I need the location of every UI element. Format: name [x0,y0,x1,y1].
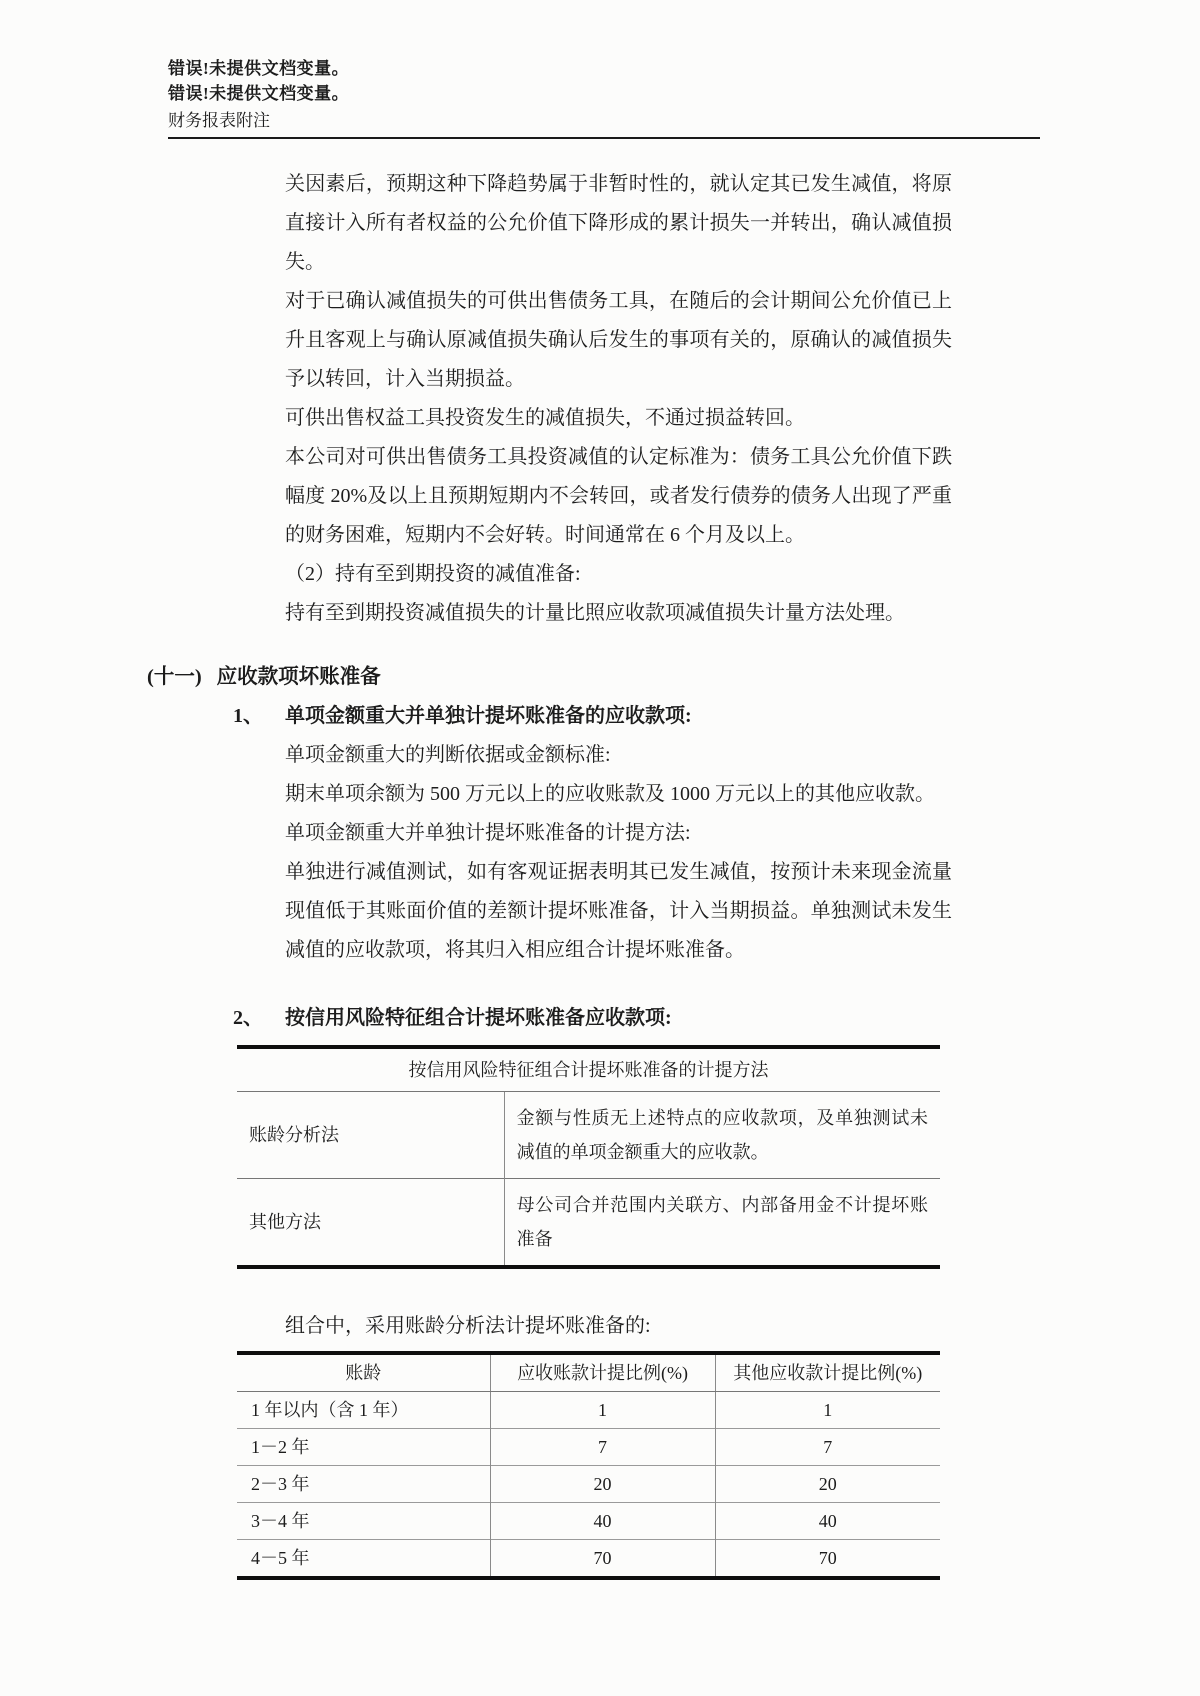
aging-header-ar-ratio: 应收账款计提比例(%) [490,1353,715,1392]
header-error-line-2: 错误!未提供文档变量。 [168,84,350,103]
ar-ratio-cell: 20 [490,1466,715,1503]
paragraph: 本公司对可供出售债务工具投资减值的认定标准为：债务工具公允价值下跌幅度 20%及以上且预期短期内不会转回，或者发行债券的债务人出现了严重的财务困难，短期内不会好转。时间通常在 6 个月及以上。 [285,446,952,546]
item2-heading [233,999,1040,1038]
aging-provision-table [237,1351,940,1580]
table-row [237,1392,940,1429]
or-ratio-cell: 7 [715,1429,940,1466]
paragraph: 对于已确认减值损失的可供出售债务工具，在随后的会计期间公允价值已上升且客观上与确认原减值损失确认后发生的事项有关的，原确认的减值损失予以转回，计入当期损益。 [285,290,952,390]
or-ratio-cell: 40 [715,1503,940,1540]
item1-number: 1、 [233,705,263,727]
section-number: (十一) [147,666,202,688]
aging-header-or-ratio: 其他应收款计提比例(%) [715,1353,940,1392]
or-ratio-cell: 20 [715,1466,940,1503]
method-name-cell: 账龄分析法 [249,1125,339,1145]
age-cell: 1 年以内（含 1 年） [251,1400,409,1420]
item2-number: 2、 [233,1007,263,1029]
item1-heading [233,697,1040,736]
or-ratio-cell: 1 [715,1392,940,1429]
paragraph: 单项金额重大并单独计提坏账准备的计提方法: [285,822,691,844]
method-name-cell: 其他方法 [237,1179,504,1268]
or-ratio-cell: 70 [715,1540,940,1579]
provision-method-table [237,1045,940,1269]
aging-table-intro: 组合中，采用账龄分析法计提坏账准备的: [285,1315,651,1337]
item1-title: 单项金额重大并单独计提坏账准备的应收款项: [285,705,692,727]
method-scope-cell: 金额与性质无上述特点的应收款项，及单独测试未减值的单项金额重大的应收款。 [504,1092,940,1179]
body-text-block [285,165,952,633]
item1-text-block [285,736,952,970]
header-rule [168,137,1040,139]
paragraph: 期末单项余额为 500 万元以上的应收账款及 1000 万元以上的其他应收款。 [285,783,935,805]
aging-header-age: 账龄 [237,1353,490,1392]
table-row [237,1429,940,1466]
age-cell: 1－2 年 [237,1429,490,1466]
table-row [237,1466,940,1503]
header-error-line-1: 错误!未提供文档变量。 [168,59,350,78]
paragraph: 关因素后，预期这种下降趋势属于非暂时性的，就认定其已发生减值，将原直接计入所有者权益的公允价值下降形成的累计损失一并转出，确认减值损失。 [285,173,952,273]
table-row [237,1503,940,1540]
paragraph: 单项金额重大的判断依据或金额标准: [285,744,611,766]
method-scope-cell: 母公司合并范围内关联方、内部备用金不计提坏账准备 [504,1179,940,1268]
age-cell: 2－3 年 [237,1466,490,1503]
header-subtitle: 财务报表附注 [168,111,270,130]
age-cell: 4－5 年 [237,1540,490,1579]
age-cell: 3－4 年 [237,1503,490,1540]
section-heading [147,658,1040,697]
ar-ratio-cell: 7 [490,1429,715,1466]
table-row [237,1179,940,1268]
table-header-row [237,1353,940,1392]
section-title: 应收款项坏账准备 [216,666,381,688]
item2-title: 按信用风险特征组合计提坏账准备应收款项: [285,1007,672,1029]
ar-ratio-cell: 1 [490,1392,715,1429]
method-table-caption: 按信用风险特征组合计提坏账准备的计提方法 [237,1047,940,1092]
table-caption-row [237,1047,940,1092]
paragraph: （2）持有至到期投资的减值准备: [285,563,581,585]
paragraph: 可供出售权益工具投资发生的减值损失，不通过损益转回。 [285,407,805,429]
ar-ratio-cell: 70 [490,1540,715,1579]
table-row [237,1540,940,1579]
paragraph: 持有至到期投资减值损失的计量比照应收款项减值损失计量方法处理。 [285,602,905,624]
table-row [237,1092,940,1179]
page-header [168,56,1040,133]
ar-ratio-cell: 40 [490,1503,715,1540]
paragraph: 单独进行减值测试，如有客观证据表明其已发生减值，按预计未来现金流量现值低于其账面价值的差额计提坏账准备，计入当期损益。单独测试未发生减值的应收款项，将其归入相应组合计提坏账准备。 [285,861,952,961]
